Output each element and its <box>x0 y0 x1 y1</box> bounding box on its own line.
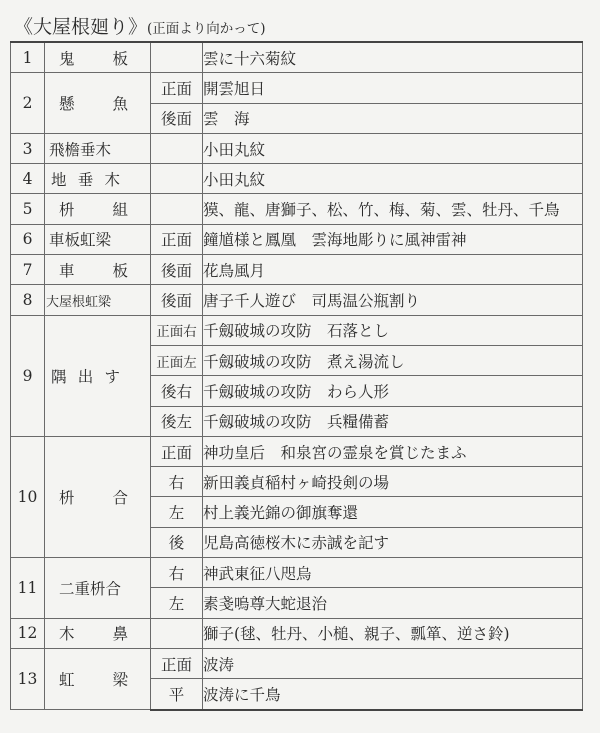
row-number: 5 <box>11 194 45 224</box>
description-cell: 千劔破城の攻防 石落とし <box>203 315 583 345</box>
row-number: 6 <box>11 224 45 254</box>
description-cell: 児島高徳桜木に赤誠を記す <box>203 527 583 557</box>
description-cell: 神武東征八咫烏 <box>203 558 583 588</box>
table-row <box>11 618 583 648</box>
table-row <box>11 648 583 678</box>
description-cell: 小田丸紋 <box>203 133 583 163</box>
table-row <box>11 315 583 345</box>
position-cell: 正面 <box>151 73 203 103</box>
table-row <box>11 164 583 194</box>
position-cell: 正面右 <box>151 315 203 345</box>
description-cell: 波涛 <box>203 648 583 678</box>
description-cell: 神功皇后 和泉宮の霊泉を賞じたまふ <box>203 436 583 466</box>
part-name: 懸 魚 <box>45 73 151 134</box>
table-row <box>11 285 583 315</box>
table-title: 《大屋根廻り》 <box>14 16 148 38</box>
position-cell <box>151 42 203 73</box>
position-cell: 左 <box>151 588 203 618</box>
part-name: 鬼 板 <box>45 42 151 73</box>
description-cell: 雲に十六菊紋 <box>203 42 583 73</box>
table-heading <box>14 12 266 39</box>
description-cell: 千劔破城の攻防 兵糧備蓄 <box>203 406 583 436</box>
table-row <box>11 558 583 588</box>
description-cell: 波涛に千鳥 <box>203 679 583 710</box>
table-row <box>11 224 583 254</box>
position-cell <box>151 133 203 163</box>
position-cell: 後面 <box>151 285 203 315</box>
description-cell: 千劔破城の攻防 わら人形 <box>203 376 583 406</box>
part-name: 枡 合 <box>45 436 151 557</box>
part-name: 虹 梁 <box>45 648 151 709</box>
part-name: 地 垂 木 <box>45 164 151 194</box>
position-cell <box>151 618 203 648</box>
position-cell: 左 <box>151 497 203 527</box>
row-number: 13 <box>11 648 45 709</box>
description-cell: 唐子千人遊び 司馬温公瓶割り <box>203 285 583 315</box>
table-row <box>11 255 583 285</box>
position-cell: 後右 <box>151 376 203 406</box>
row-number: 3 <box>11 133 45 163</box>
table-row <box>11 42 583 73</box>
part-name: 枡 組 <box>45 194 151 224</box>
table-row <box>11 73 583 103</box>
part-name: 二重枡合 <box>45 558 151 619</box>
row-number: 12 <box>11 618 45 648</box>
row-number: 10 <box>11 436 45 557</box>
part-name: 木 鼻 <box>45 618 151 648</box>
row-number: 11 <box>11 558 45 619</box>
part-name: 車 板 <box>45 255 151 285</box>
description-cell: 花鳥風月 <box>203 255 583 285</box>
position-cell <box>151 164 203 194</box>
position-cell: 正面 <box>151 224 203 254</box>
description-cell: 獅子(毬、牡丹、小槌、親子、瓢箪、逆さ鈴) <box>203 618 583 648</box>
part-name: 隅 出 す <box>45 315 151 436</box>
position-cell: 右 <box>151 558 203 588</box>
row-number: 4 <box>11 164 45 194</box>
part-name: 車板虹梁 <box>45 224 151 254</box>
description-cell: 獏、龍、唐獅子、松、竹、梅、菊、雲、牡丹、千鳥 <box>203 194 583 224</box>
table-row <box>11 194 583 224</box>
position-cell: 後面 <box>151 255 203 285</box>
description-cell: 新田義貞稲村ヶ崎投剣の場 <box>203 467 583 497</box>
description-cell: 開雲旭日 <box>203 73 583 103</box>
table-row <box>11 436 583 466</box>
row-number: 1 <box>11 42 45 73</box>
position-cell: 平 <box>151 679 203 710</box>
part-name: 飛檐垂木 <box>45 133 151 163</box>
carving-table <box>10 41 583 711</box>
description-cell: 千劔破城の攻防 煮え湯流し <box>203 345 583 375</box>
position-cell: 正面 <box>151 436 203 466</box>
position-cell: 後左 <box>151 406 203 436</box>
description-cell: 雲 海 <box>203 103 583 133</box>
table-row <box>11 133 583 163</box>
table-subtitle: (正面より向かって) <box>147 21 266 37</box>
position-cell <box>151 194 203 224</box>
description-cell: 素戔嗚尊大蛇退治 <box>203 588 583 618</box>
description-cell: 小田丸紋 <box>203 164 583 194</box>
position-cell: 後 <box>151 527 203 557</box>
row-number: 9 <box>11 315 45 436</box>
row-number: 7 <box>11 255 45 285</box>
position-cell: 正面左 <box>151 345 203 375</box>
position-cell: 後面 <box>151 103 203 133</box>
position-cell: 正面 <box>151 648 203 678</box>
description-cell: 鐘馗様と鳳凰 雲海地彫りに風神雷神 <box>203 224 583 254</box>
row-number: 8 <box>11 285 45 315</box>
part-name: 大屋根虹梁 <box>45 285 151 315</box>
row-number: 2 <box>11 73 45 134</box>
description-cell: 村上義光錦の御旗奪還 <box>203 497 583 527</box>
position-cell: 右 <box>151 467 203 497</box>
